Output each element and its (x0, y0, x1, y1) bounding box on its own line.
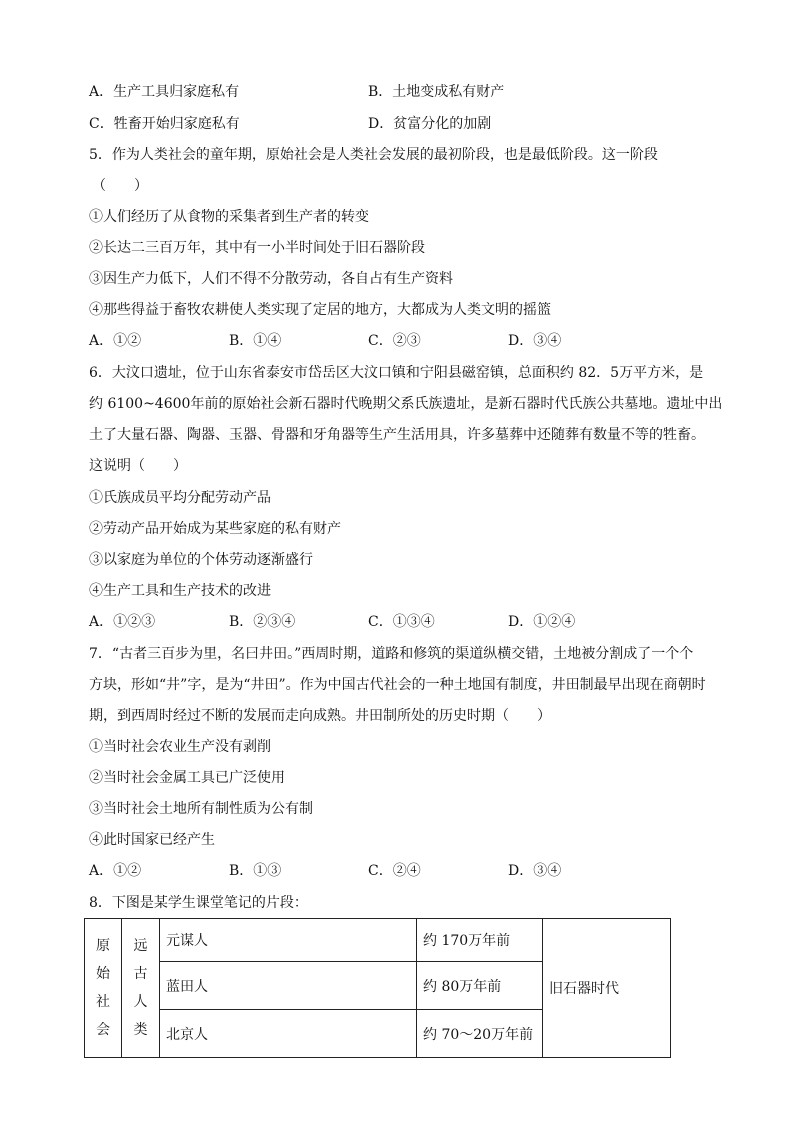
q4-option-a: A．生产工具归家庭私有 (89, 84, 240, 100)
q5-item-4: ④那些得益于畜牧农耕使人类实现了定居的地方，大都成为人类文明的摇篮 (89, 302, 551, 318)
q6-option-c: C．①③④ (368, 614, 435, 630)
category-char: 类 (133, 1022, 148, 1038)
category-char: 远 (133, 938, 148, 954)
q6-option-b: B．②③④ (229, 614, 296, 630)
time-cell: 约 80万年前 (417, 962, 543, 1010)
human-name-cell: 元谋人 (160, 919, 417, 962)
q6-item-3: ③以家庭为单位的个体劳动逐渐盛行 (89, 552, 313, 568)
q7-item-1: ①当时社会农业生产没有剥削 (89, 739, 271, 755)
q5-option-b: B．①④ (229, 333, 282, 349)
q7-stem-line-2: 方块，形如“井”字，是为“井田”。作为中国古代社会的一种土地国有制度，井田制最早出现在商朝时 (89, 677, 706, 693)
human-name-cell: 北京人 (160, 1010, 417, 1058)
q7-option-c: C．②④ (368, 863, 421, 879)
category-char: 古 (133, 966, 148, 982)
time-cell: 约 170万年前 (417, 919, 543, 962)
q6-stem-line-1: 6．大汶口遗址，位于山东省泰安市岱岳区大汶口镇和宁阳县磁窑镇，总面积约 82．5万平方米，是 (89, 365, 704, 381)
q7-item-4: ④此时国家已经产生 (89, 832, 215, 848)
time-cell: 约 70～20万年前 (417, 1010, 543, 1058)
era-cell (85, 919, 122, 1058)
q6-stem-line-3: 土了大量石器、陶器、玉器、骨器和牙角器等生产生活用具，许多墓葬中还随葬有数量不等的牲畜。 (89, 427, 705, 443)
category-cell (122, 919, 160, 1058)
q5-option-a: A．①② (89, 333, 142, 349)
human-name-cell: 蓝田人 (160, 962, 417, 1010)
q7-option-a: A．①② (89, 863, 142, 879)
q6-item-4: ④生产工具和生产技术的改进 (89, 583, 271, 599)
q8-stem: 8．下图是某学生课堂笔记的片段： (89, 895, 308, 911)
q7-item-2: ②当时社会金属工具已广泛使用 (89, 770, 285, 786)
q6-option-a: A．①②③ (89, 614, 156, 630)
q6-item-1: ①氏族成员平均分配劳动产品 (89, 490, 271, 506)
q5-stem: 5．作为人类社会的童年期，原始社会是人类社会发展的最初阶段，也是最低阶段。这一阶段 (89, 147, 658, 163)
period-cell: 旧石器时代 (543, 919, 671, 1058)
q5-answer-blank: （ ） (92, 178, 148, 194)
q4-option-c: C．牲畜开始归家庭私有 (89, 116, 240, 132)
q7-stem-line-1: 7．“古者三百步为里，名曰井田。”西周时期，道路和修筑的渠道纵横交错，土地被分割成了一个个 (89, 646, 694, 662)
category-char: 人 (133, 994, 148, 1010)
q5-option-d: D．③④ (508, 333, 562, 349)
q5-item-2: ②长达二三百万年，其中有一小半时间处于旧石器阶段 (89, 240, 425, 256)
q7-item-3: ③当时社会土地所有制性质为公有制 (89, 801, 313, 817)
era-char: 社 (96, 994, 110, 1010)
q6-item-2: ②劳动产品开始成为某些家庭的私有财产 (89, 521, 341, 537)
q5-option-c: C．②③ (368, 333, 421, 349)
q5-item-3: ③因生产力低下，人们不得不分散劳动，各自占有生产资料 (89, 271, 453, 287)
era-char: 始 (96, 966, 110, 982)
class-notes-table (84, 918, 671, 1058)
q7-stem-line-3: 期，到西周时经过不断的发展而走向成熟。井田制所处的历史时期（ ） (89, 708, 551, 724)
q4-option-d: D．贫富分化的加剧 (368, 116, 492, 132)
q6-option-d: D．①②④ (508, 614, 576, 630)
era-char: 原 (96, 938, 110, 954)
q4-option-b: B．土地变成私有财产 (368, 84, 505, 100)
era-char: 会 (96, 1022, 110, 1038)
q7-option-b: B．①③ (229, 863, 282, 879)
q5-item-1: ①人们经历了从食物的采集者到生产者的转变 (89, 209, 369, 225)
q7-option-d: D．③④ (508, 863, 562, 879)
q6-stem-line-2: 约 6100~4600年前的原始社会新石器时代晚期父系氏族遗址，是新石器时代氏族公共墓地。遗址中出 (89, 396, 723, 412)
q6-stem-line-4: 这说明（ ） (89, 458, 187, 474)
